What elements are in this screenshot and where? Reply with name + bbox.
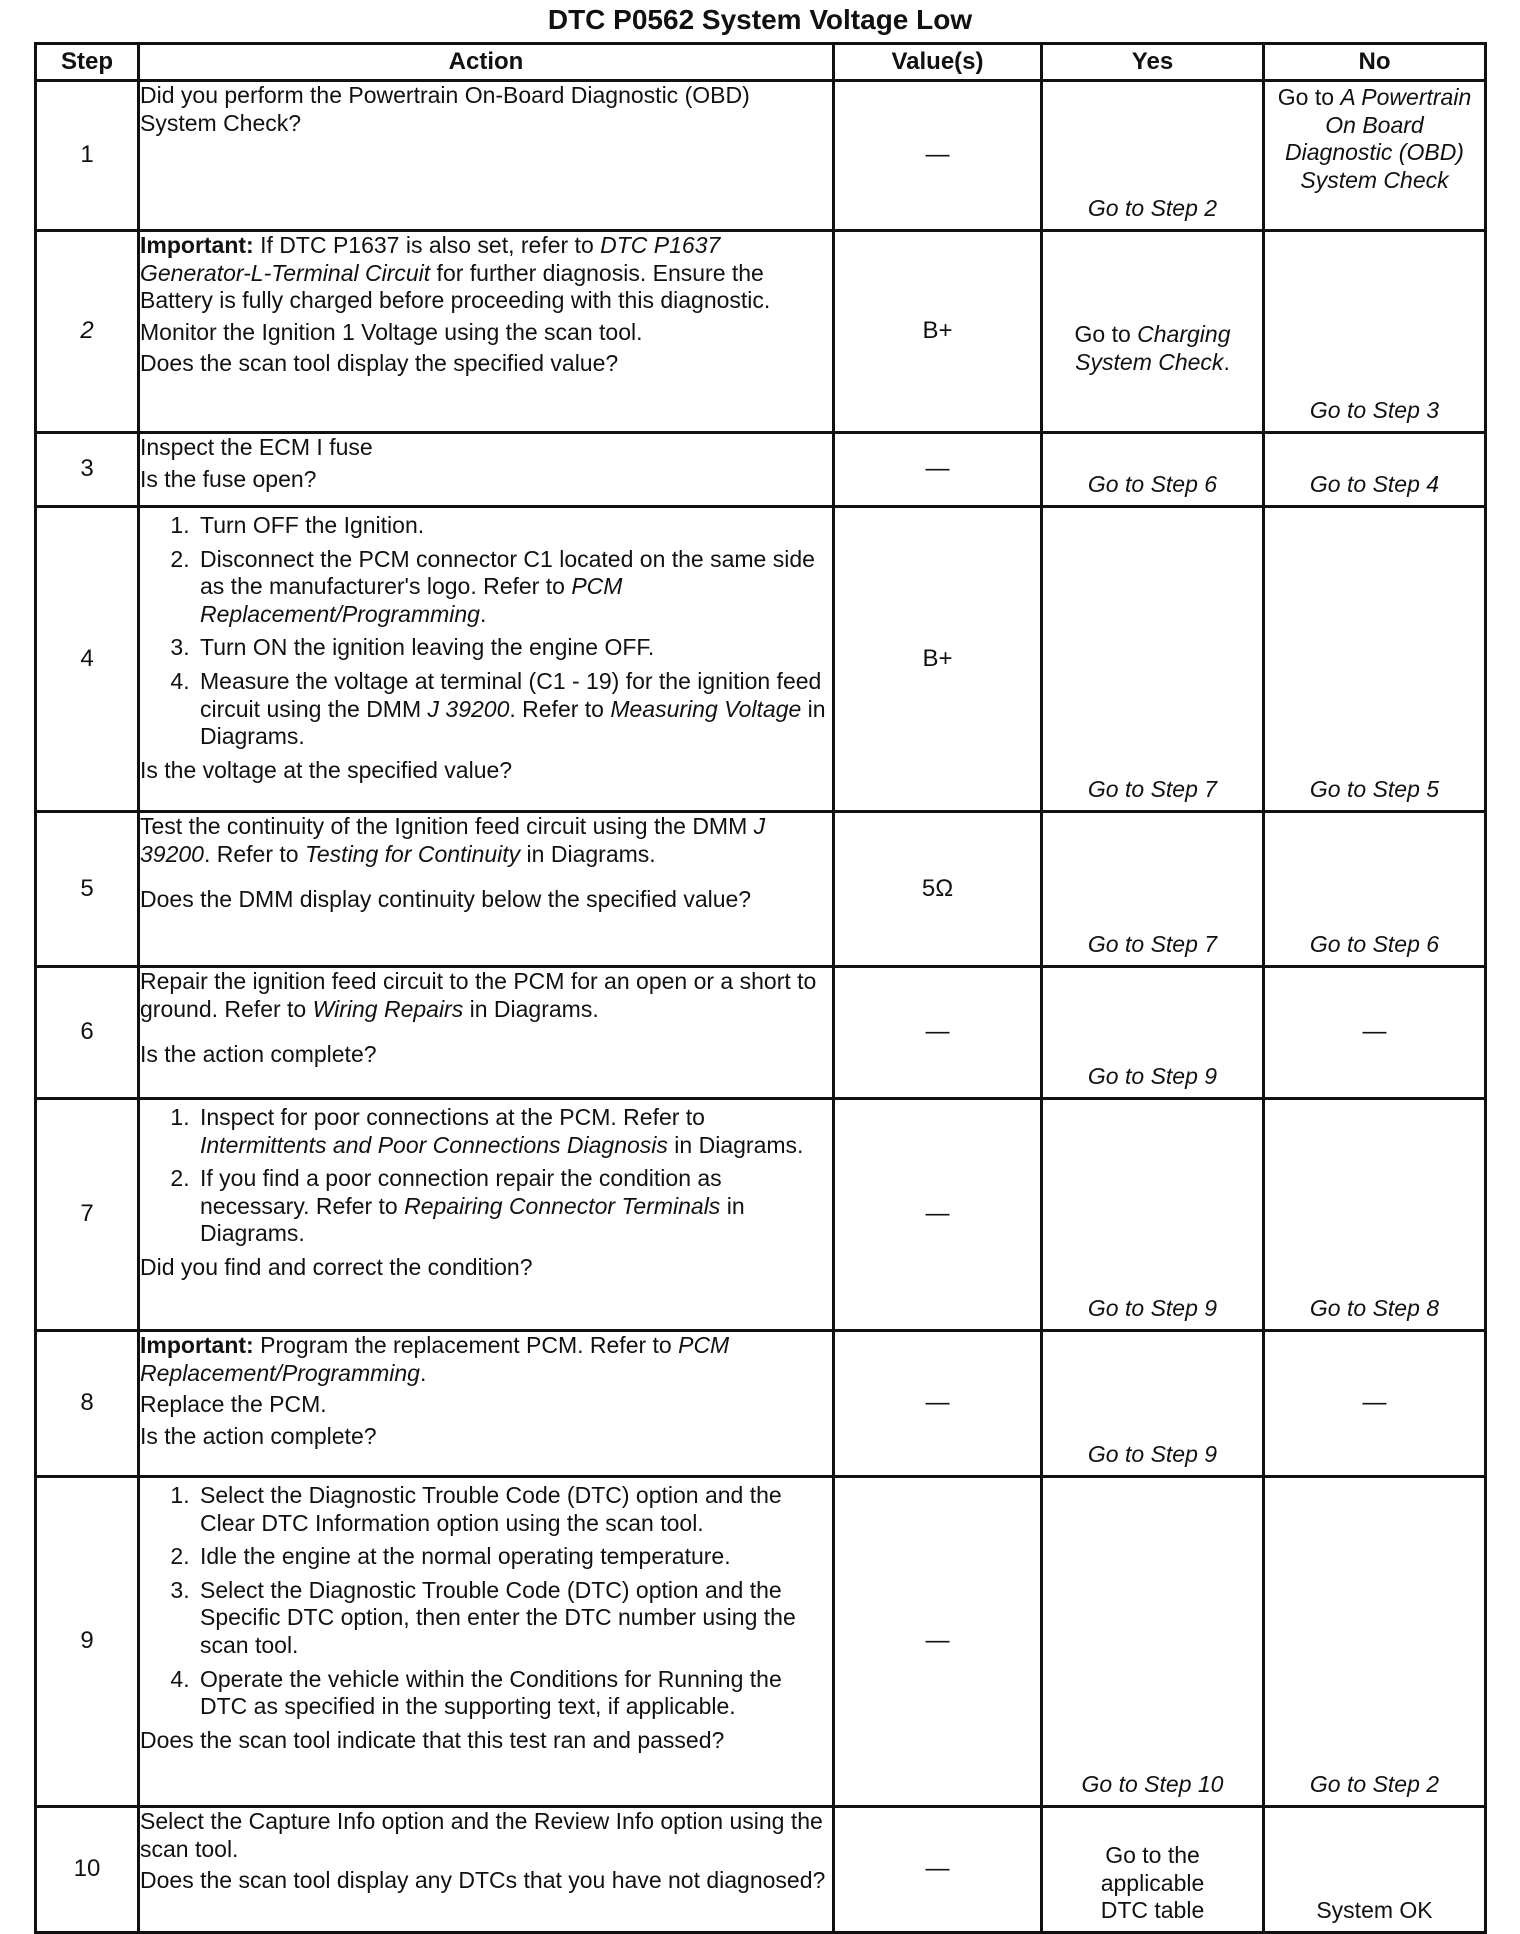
table-row [36, 812, 1486, 967]
no-cell [1264, 1099, 1486, 1331]
table-row [36, 967, 1486, 1099]
yes-cell [1042, 812, 1264, 967]
action-text: Inspect the ECM I fuse [140, 434, 373, 460]
step-number: 1 [36, 81, 139, 231]
table-row [36, 231, 1486, 433]
list-item: 2. Idle the engine at the normal operating temperature. [196, 1543, 832, 1571]
important-note [140, 232, 832, 315]
yes-cell [1042, 507, 1264, 812]
yes-prefix: Go to [1074, 320, 1131, 347]
step-number: 10 [36, 1807, 139, 1933]
ref-link[interactable]: Measuring Voltage [610, 695, 802, 722]
no-prefix: Go to [1277, 84, 1335, 110]
tool-ref: J 39200 [427, 695, 510, 722]
value-cell: 5Ω [834, 812, 1042, 967]
table-row [36, 1099, 1486, 1331]
ref-link[interactable]: Intermittents and Poor Connections Diagnosis [200, 1131, 668, 1158]
action-question: Is the voltage at the specified value? [140, 756, 513, 783]
list-item: 1. Turn OFF the Ignition. [196, 512, 832, 540]
list-item [196, 1104, 832, 1159]
yes-link[interactable]: Go to Step 7 [1087, 931, 1218, 958]
yes-link[interactable]: Go to Step 9 [1087, 1063, 1218, 1090]
action-text: Select the Capture Info option and the Review Info option using the scan tool. [140, 1808, 823, 1862]
header-yes: Yes [1042, 44, 1264, 81]
step-number: 8 [36, 1331, 139, 1477]
header-no: No [1264, 44, 1486, 81]
value-cell: — [834, 1477, 1042, 1807]
action-cell [139, 967, 834, 1099]
ref-link[interactable]: DTC P1637 Generator-L-Terminal Circuit [140, 232, 721, 286]
action-cell [139, 231, 834, 433]
table-row [36, 1331, 1486, 1477]
list-item [196, 668, 832, 751]
step-list [140, 1482, 832, 1721]
no-link[interactable]: Go to Step 8 [1309, 1295, 1440, 1322]
action-question: Does the DMM display continuity below the specified value? [140, 886, 752, 913]
ref-link[interactable]: PCM Replacement/Programming [200, 573, 623, 627]
yes-link[interactable]: Go to Step 10 [1081, 1771, 1224, 1798]
step-number: 4 [36, 507, 139, 812]
action-cell [139, 1331, 834, 1477]
note-text: for further diagnosis. Ensure the Battery is fully charged before proceeding with this diagnostic. [140, 259, 771, 314]
action-cell [139, 507, 834, 812]
yes-suffix: . [1223, 348, 1230, 375]
table-row [36, 507, 1486, 812]
no-link[interactable]: Go to Step 5 [1309, 776, 1440, 803]
list-item: 3. Turn ON the ignition leaving the engine OFF. [196, 634, 832, 662]
step-number: 3 [36, 433, 139, 507]
yes-cell [1042, 81, 1264, 231]
no-link[interactable]: Go to Step 4 [1309, 471, 1440, 498]
step-list [140, 1104, 832, 1248]
action-cell [139, 1099, 834, 1331]
table-header-row [36, 44, 1486, 81]
list-item: 4. Operate the vehicle within the Conditions for Running the DTC as specified in the supporting text, if applicable. [196, 1666, 832, 1721]
yes-cell [1042, 231, 1264, 433]
note-text: If DTC P1637 is also set, refer to [253, 232, 601, 258]
step-number: 9 [36, 1477, 139, 1807]
table-row [36, 81, 1486, 231]
action-question: Is the fuse open? [140, 465, 317, 492]
action-text: Replace the PCM. [140, 1391, 327, 1418]
value-cell: — [834, 81, 1042, 231]
list-text: in Diagrams. [200, 695, 826, 750]
no-link[interactable]: A Powertrain On Board Diagnostic (OBD) System Check [1285, 84, 1472, 193]
no-cell [1264, 812, 1486, 967]
yes-cell [1042, 1807, 1264, 1933]
list-text: If you find a poor connection repair the condition as necessary. Refer to [200, 1165, 722, 1219]
no-cell [1264, 231, 1486, 433]
value-cell: B+ [834, 507, 1042, 812]
action-question: Is the action complete? [140, 1041, 377, 1068]
yes-cell [1042, 967, 1264, 1099]
no-cell [1264, 81, 1486, 231]
value-cell: B+ [834, 231, 1042, 433]
step-number: 5 [36, 812, 139, 967]
ref-link[interactable]: Testing for Continuity [304, 840, 521, 867]
action-cell [139, 1807, 834, 1933]
step-number: 2 [36, 231, 139, 433]
no-cell [1264, 433, 1486, 507]
action-question: Did you perform the Powertrain On-Board Diagnostic (OBD) System Check? [140, 82, 750, 136]
step-list [140, 512, 832, 751]
table-row [36, 1477, 1486, 1807]
ref-link[interactable]: Wiring Repairs [312, 995, 464, 1022]
action-question: Did you find and correct the condition? [140, 1253, 533, 1280]
list-text: Measure the voltage at terminal (C1 - 19) for the ignition feed circuit using the DMM [200, 667, 822, 722]
ref-link[interactable]: PCM Replacement/Programming [140, 1332, 730, 1386]
step-number: 7 [36, 1099, 139, 1331]
action-text: Monitor the Ignition 1 Voltage using the scan tool. [140, 318, 643, 345]
note-text: Program the replacement PCM. Refer to [253, 1332, 679, 1358]
value-cell: — [834, 967, 1042, 1099]
no-cell [1264, 1807, 1486, 1933]
header-action: Action [139, 44, 834, 81]
action-cell [139, 1477, 834, 1807]
yes-link[interactable]: Charging System Check [1075, 320, 1231, 375]
value-cell: — [834, 1331, 1042, 1477]
value-cell: — [834, 433, 1042, 507]
text: in Diagrams. [520, 840, 656, 867]
value-cell: — [834, 1807, 1042, 1933]
action-cell [139, 812, 834, 967]
action-question: Does the scan tool display any DTCs that you have not diagnosed? [140, 1867, 826, 1894]
page-title: DTC P0562 System Voltage Low [547, 4, 973, 35]
list-item [196, 1165, 832, 1248]
diagnostic-table [34, 42, 1487, 1934]
text: Test the continuity of the Ignition feed circuit using the DMM [140, 813, 754, 839]
list-text: . [479, 600, 487, 627]
list-text: in Diagrams. [200, 1192, 745, 1247]
ref-link[interactable]: Repairing Connector Terminals [404, 1192, 721, 1219]
table-row [36, 1807, 1486, 1933]
tool-ref: J 39200 [140, 813, 766, 867]
important-label: Important: [140, 232, 254, 258]
yes-cell [1042, 433, 1264, 507]
note-text: . [419, 1359, 427, 1386]
yes-cell [1042, 1331, 1264, 1477]
list-text: . Refer to [509, 695, 611, 722]
text: in Diagrams. [463, 995, 599, 1022]
action-cell [139, 433, 834, 507]
action-question: Does the scan tool display the specified value? [140, 350, 619, 377]
list-item: 1. Select the Diagnostic Trouble Code (DTC) option and the Clear DTC Information option using the scan tool. [196, 1482, 832, 1537]
header-step: Step [36, 44, 139, 81]
list-item: 3. Select the Diagnostic Trouble Code (DTC) option and the Specific DTC option, then enter the DTC number using the scan tool. [196, 1577, 832, 1660]
no-link[interactable]: Go to Step 6 [1309, 931, 1440, 958]
no-cell [1264, 507, 1486, 812]
action-question: Is the action complete? [140, 1422, 377, 1449]
yes-text: DTC table [1100, 1897, 1205, 1924]
no-link[interactable]: Go to Step 3 [1309, 397, 1440, 424]
header-values: Value(s) [834, 44, 1042, 81]
no-cell: — [1264, 967, 1486, 1099]
table-row [36, 433, 1486, 507]
yes-link[interactable]: Go to Step 2 [1087, 195, 1218, 222]
no-text: System OK [1316, 1897, 1433, 1924]
action-question: Does the scan tool indicate that this test ran and passed? [140, 1726, 725, 1753]
action-text [140, 813, 832, 868]
text: Repair the ignition feed circuit to the PCM for an open or a short to ground. Refer to [140, 968, 817, 1022]
action-cell [139, 81, 834, 231]
no-link[interactable]: Go to Step 2 [1309, 1771, 1440, 1798]
yes-text: Go to the [1105, 1842, 1200, 1869]
yes-link[interactable]: Go to Step 7 [1087, 776, 1218, 803]
important-note [140, 1332, 832, 1387]
yes-link[interactable]: Go to Step 6 [1087, 471, 1218, 498]
text: . Refer to [203, 840, 305, 867]
no-cell [1264, 1477, 1486, 1807]
list-text: in Diagrams. [667, 1131, 804, 1158]
step-number: 6 [36, 967, 139, 1099]
yes-cell [1042, 1099, 1264, 1331]
yes-cell [1042, 1477, 1264, 1807]
list-text: Inspect for poor connections at the PCM. Refer to [200, 1104, 705, 1130]
no-cell: — [1264, 1331, 1486, 1477]
yes-link[interactable]: Go to Step 9 [1087, 1295, 1218, 1322]
action-text [140, 968, 832, 1023]
list-item [196, 546, 832, 629]
yes-text: applicable [1100, 1869, 1205, 1896]
value-cell: — [834, 1099, 1042, 1331]
important-label: Important: [140, 1332, 254, 1358]
list-text: Disconnect the PCM connector C1 located on the same side as the manufacturer's logo. Refer to [200, 545, 815, 600]
yes-link[interactable]: Go to Step 9 [1087, 1441, 1218, 1468]
